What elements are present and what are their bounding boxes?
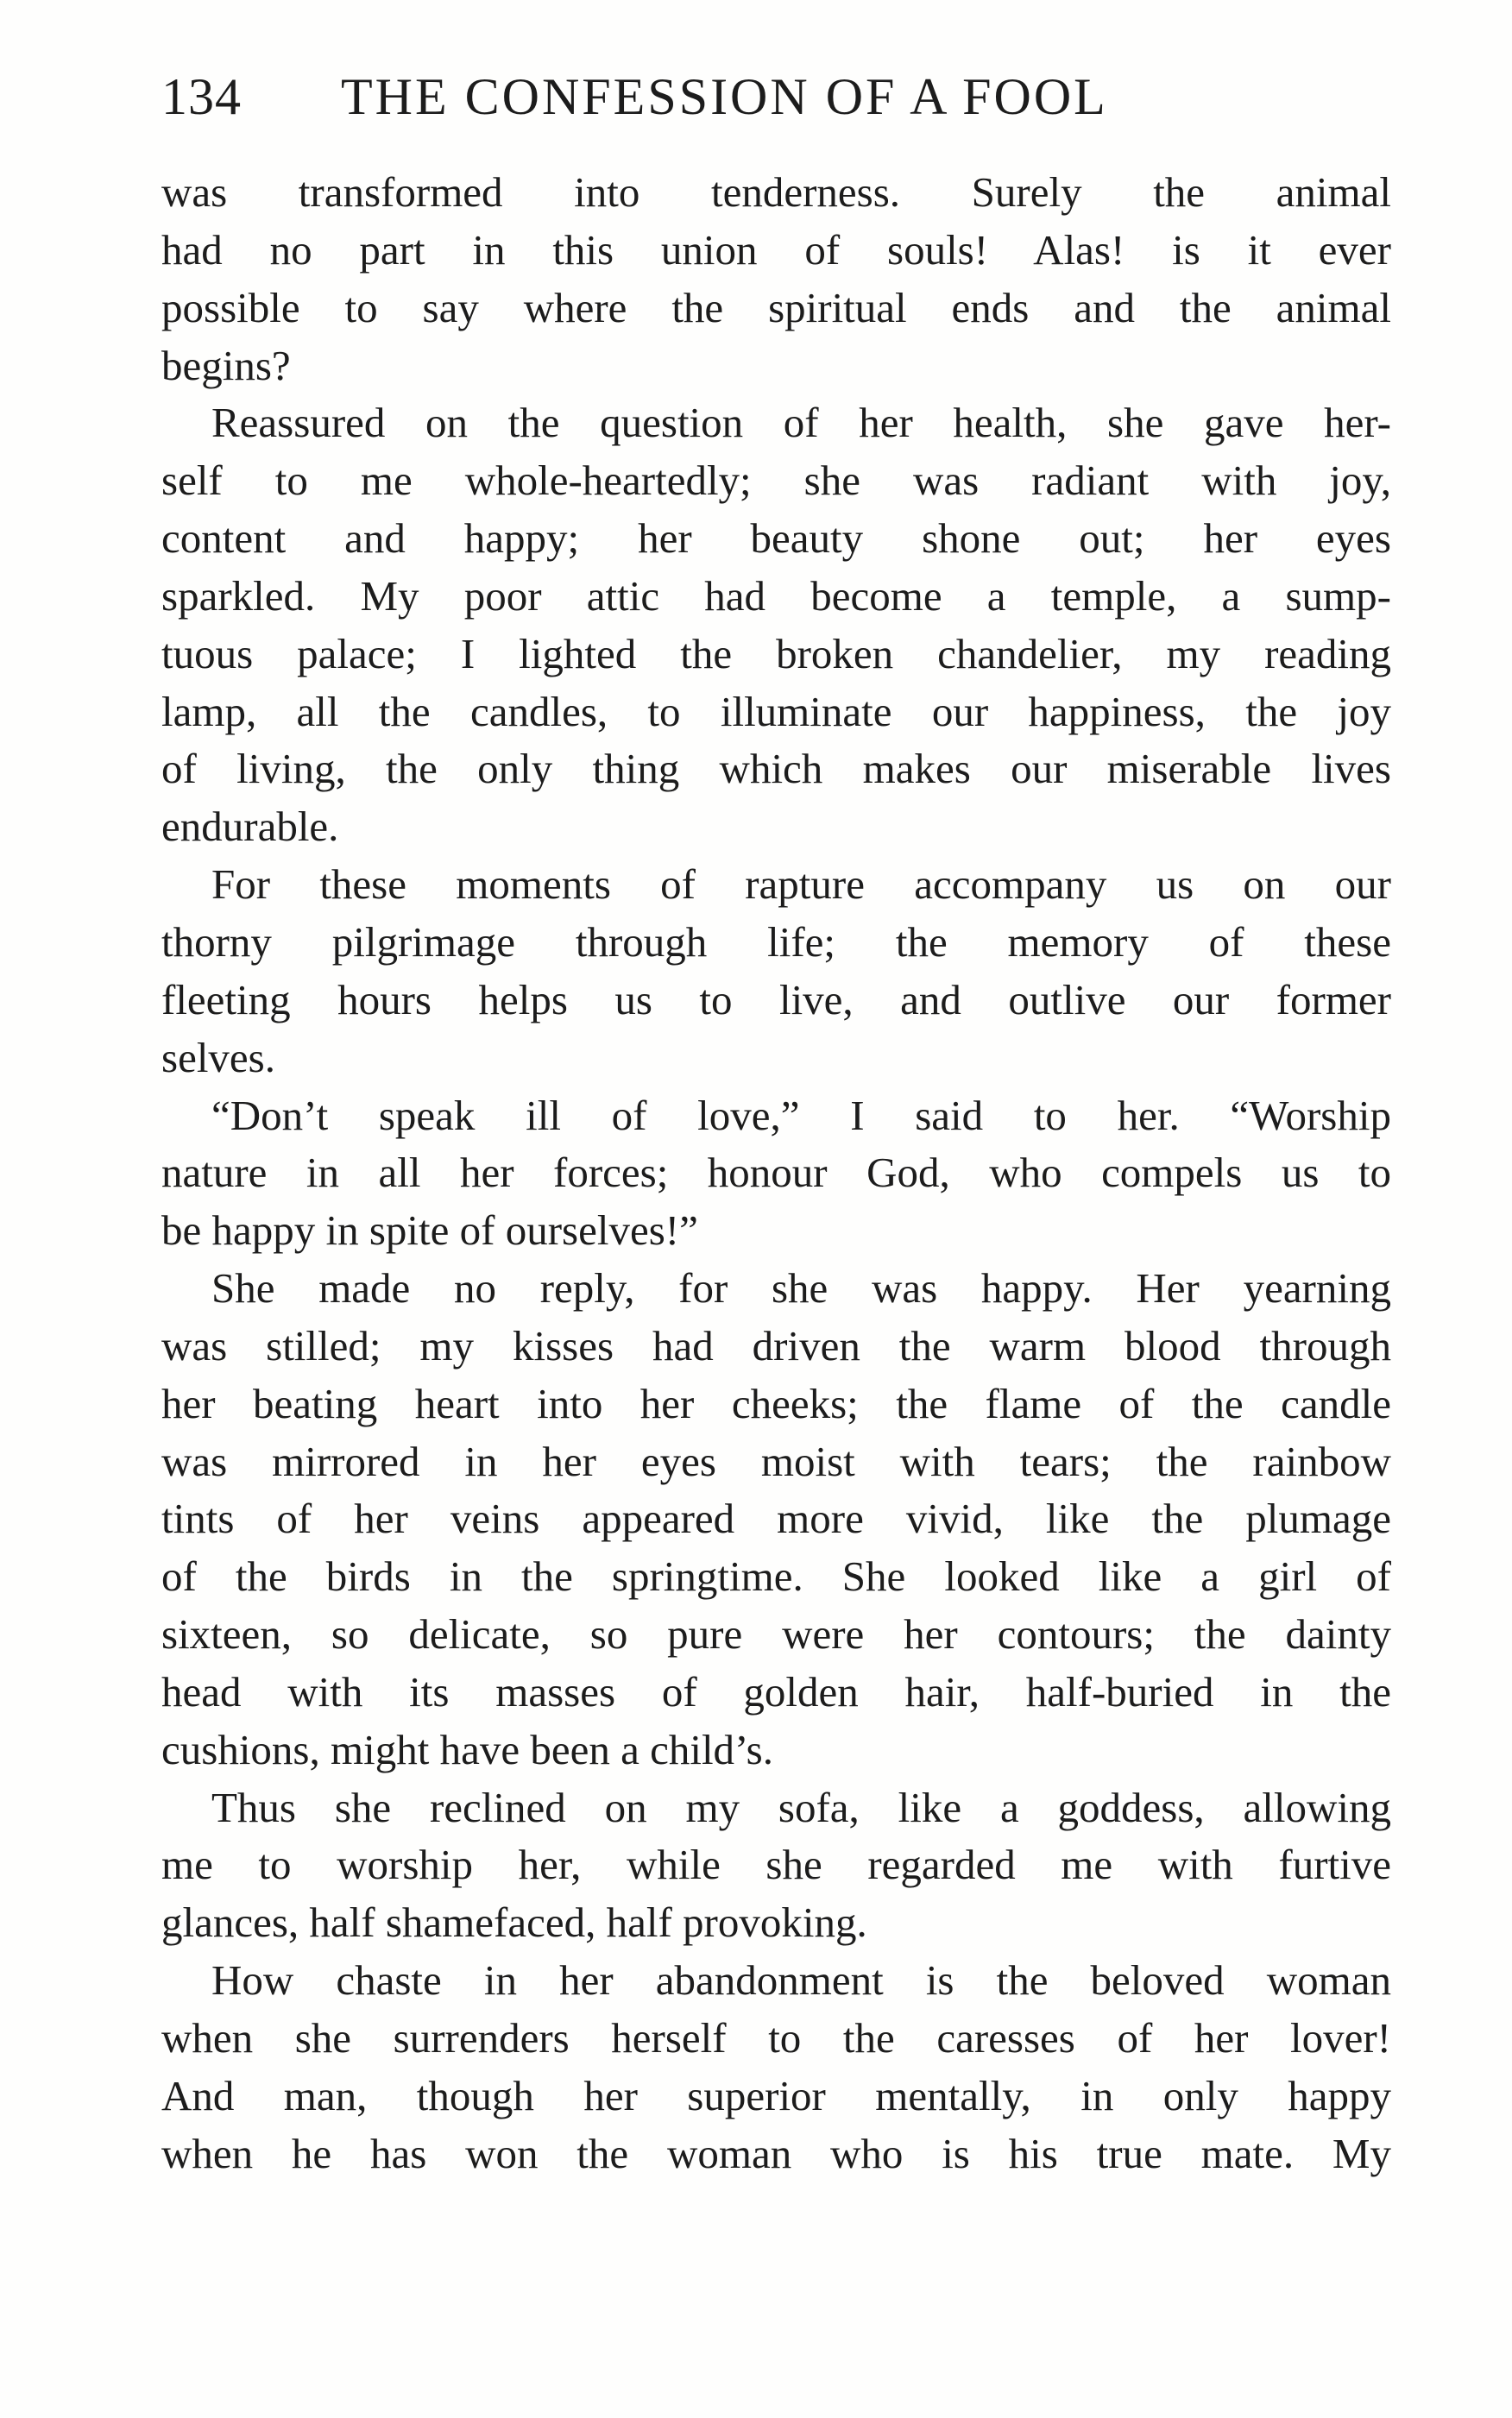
text-line: when he has won the woman who is his true mate. My bbox=[161, 2129, 1391, 2177]
text-line: How chaste in her abandonment is the beloved woman bbox=[211, 1956, 1391, 2005]
text-line: head with its masses of golden hair, half-buried in the bbox=[161, 1667, 1391, 1716]
text-line: nature in all her forces; honour God, who compels us to bbox=[161, 1149, 1391, 1197]
text-line: me to worship her, while she regarded me with furtive bbox=[161, 1841, 1391, 1889]
text-line: tuous palace; I lighted the broken chandelier, my reading bbox=[161, 629, 1391, 677]
text-line: selves. bbox=[161, 1033, 275, 1081]
text-line: was stilled; my kisses had driven the warm blood through bbox=[161, 1321, 1391, 1370]
text-line: glances, half shamefaced, half provoking. bbox=[161, 1899, 867, 1947]
text-line: fleeting hours helps us to live, and outlive our former bbox=[161, 975, 1391, 1023]
text-line: endurable. bbox=[161, 803, 339, 851]
paragraph bbox=[161, 164, 1391, 394]
text-line: Thus she reclined on my sofa, like a goddess, allowing bbox=[211, 1783, 1391, 1831]
text-line: She made no reply, for she was happy. Her yearning bbox=[211, 1264, 1391, 1313]
body-text bbox=[161, 164, 1391, 2183]
text-line: For these moments of rapture accompany us on our bbox=[211, 860, 1391, 909]
text-line: sixteen, so delicate, so pure were her contours; the dainty bbox=[161, 1610, 1391, 1659]
running-title: THE CONFESSION OF A FOOL bbox=[341, 68, 1108, 125]
paragraph bbox=[161, 1260, 1391, 1779]
text-line: her beating heart into her cheeks; the flame of the candle bbox=[161, 1379, 1391, 1427]
text-line: Reassured on the question of her health, she gave her- bbox=[211, 399, 1391, 447]
text-line: begins? bbox=[161, 341, 291, 389]
text-line: was mirrored in her eyes moist with tears; the rainbow bbox=[161, 1437, 1391, 1485]
paragraph bbox=[161, 394, 1391, 856]
text-line: thorny pilgrimage through life; the memory of these bbox=[161, 917, 1391, 966]
text-line: sparkled. My poor attic had become a temple, a sump- bbox=[161, 571, 1391, 620]
text-line: had no part in this union of souls! Alas! is it ever bbox=[161, 225, 1391, 274]
text-line: of living, the only thing which makes our miserable lives bbox=[161, 745, 1391, 793]
paragraph bbox=[161, 1087, 1391, 1261]
text-line: of the birds in the springtime. She looked like a girl of bbox=[161, 1552, 1391, 1601]
paragraph bbox=[161, 1779, 1391, 1953]
text-line: And man, though her superior mentally, in only happy bbox=[161, 2071, 1391, 2119]
text-line: possible to say where the spiritual ends and the animal bbox=[161, 283, 1391, 331]
running-head bbox=[161, 62, 1391, 131]
text-line: “Don’t speak ill of love,” I said to her. “Worship bbox=[211, 1091, 1391, 1139]
text-line: self to me whole-heartedly; she was radiant with joy, bbox=[161, 457, 1391, 505]
text-line: tints of her veins appeared more vivid, like the plumage bbox=[161, 1495, 1391, 1543]
paragraph bbox=[161, 856, 1391, 1086]
page-number: 134 bbox=[161, 68, 242, 125]
text-line: lamp, all the candles, to illuminate our happiness, the joy bbox=[161, 687, 1391, 735]
text-line: cushions, might have been a child’s. bbox=[161, 1725, 773, 1773]
text-line: content and happy; her beauty shone out; her eyes bbox=[161, 514, 1391, 563]
text-line: be happy in spite of ourselves!” bbox=[161, 1206, 698, 1255]
text-line: when she surrenders herself to the caresses of her lover! bbox=[161, 2014, 1391, 2062]
paragraph bbox=[161, 1952, 1391, 2182]
text-line: was transformed into tenderness. Surely the animal bbox=[161, 168, 1391, 216]
